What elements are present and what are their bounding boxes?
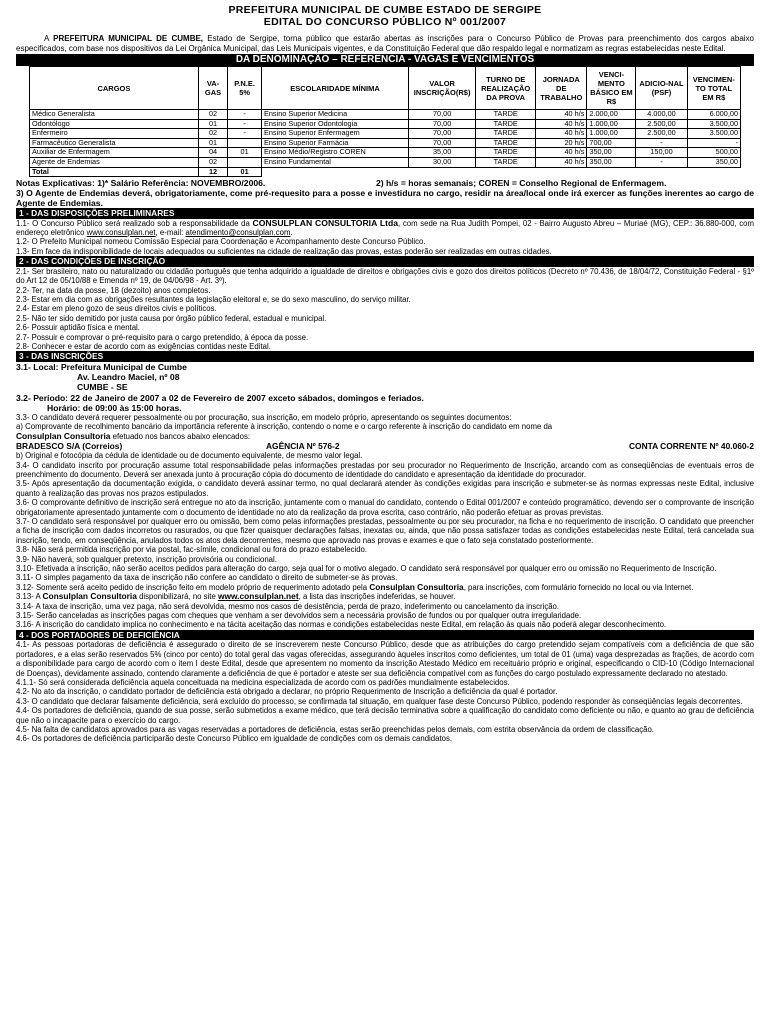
column-header: VENCI-MENTO BÁSICO EM R$ bbox=[587, 67, 636, 110]
section-2-items bbox=[16, 267, 754, 352]
item-3-13: 3.13- A Consulplan Consultoria disponibilizará, no site www.consulplan.net, a lista das inscrições indeferidas, se houver. bbox=[16, 591, 456, 602]
table-cell: 350,00 bbox=[587, 157, 636, 167]
item-3-4: 3.4- O candidato inscrito por procuração assume total responsabilidade pelas informações prestadas por seu procurador no Requerimento de Inscrição, arcando com as conseqüências de eventuais erros de preenchimento do documento. Deverá ser anexada junto à procuração cópia do documento de identidade do candidato e apresentação da identidade do procurador. bbox=[16, 460, 754, 479]
column-header: TURNO DE REALIZAÇÃO DA PROVA bbox=[476, 67, 536, 110]
explanatory-notes bbox=[16, 178, 754, 208]
inscription-hours: Horário: de 09:00 às 15:00 horas. bbox=[47, 402, 182, 413]
table-cell: - bbox=[636, 138, 687, 148]
bank-info bbox=[16, 441, 754, 451]
item-3-3: 3.3- O candidato deverá requerer pessoalmente ou por procuração, sua inscrição, em modelo próprio, apresentando os seguintes documentos: bbox=[16, 412, 512, 422]
item-1-2: 1.2- O Prefeito Municipal nomeou Comissão Especial para Coordenação e Acompanhamento deste Concurso Público. bbox=[16, 237, 426, 247]
table-cell: Odontólogo bbox=[30, 119, 199, 129]
table-cell: 70,00 bbox=[409, 119, 476, 129]
item-3-12: 3.12- Somente será aceito pedido de inscrição feito em modelo próprio de requerimento adotado pela Consulplan Consultoria, para inscrições, com formulário fornecido no local ou via Internet. bbox=[16, 581, 694, 592]
table-cell: Ensino Fundamental bbox=[262, 157, 409, 167]
table-cell: Auxiliar de Enfermagem bbox=[30, 148, 199, 158]
note-2: 2) h/s = horas semanais; COREN = Conselho Regional de Enfermagem. bbox=[376, 178, 667, 189]
table-total-row bbox=[30, 167, 741, 177]
table-cell: 700,00 bbox=[587, 138, 636, 148]
table-total-cell: Total bbox=[30, 167, 199, 177]
table-cell: Agente de Endemias bbox=[30, 157, 199, 167]
table-cell: Ensino Superior Odontologia bbox=[262, 119, 409, 129]
item-4-6: 4.6- Os portadores de deficiência participarão deste Concurso Público em igualdade de condições com os demais candidatos. bbox=[16, 734, 453, 744]
table-cell: 02 bbox=[198, 129, 227, 139]
table-cell: TARDE bbox=[476, 148, 536, 158]
table-row bbox=[30, 110, 741, 120]
table-row bbox=[30, 129, 741, 139]
section-2-item: 2.3- Estar em dia com as obrigações resultantes da legislação eleitoral e, se do sexo masculino, do serviço militar. bbox=[16, 295, 411, 304]
item-3-6: 3.6- O comprovante definitivo de inscrição será entregue no ato da inscrição, juntamente com o manual do candidato, contendo o Edital 001/2007 e conteúdo programático, devendo ser o comprovante de inscrição obrigatoriamente apresentado juntamente com o documento de identidade no ato da realização da prova escrita, caso contrário, não poderão efetuar as provas previstas. bbox=[16, 498, 754, 517]
section-2-item: 2.1- Ser brasileiro, nato ou naturalizado ou cidadão português que tenha adquirido a igualdade de direitos e obrigações civis e gozo dos direitos políticos (Decreto nº 70.436, de 18/04/72, Constituição Federal - §1º do Art 12 de 05/10/88 e Emenda nº 19, de 04/06/98 - Art. 3º). bbox=[16, 266, 754, 286]
table-cell: Farmacêutico Generalista bbox=[30, 138, 199, 148]
section-1-header: 1 - DAS DISPOSIÇÕES PRELIMINARES bbox=[16, 208, 754, 219]
item-4-3: 4.3- O candidato que declarar falsamente deficiência, será excluído do processo, se confirmada tal situação, em qualquer fase deste Concurso Público, podendo responder às conseqüências legais decorrentes. bbox=[16, 696, 743, 706]
table-cell: Médico Generalista bbox=[30, 110, 199, 120]
table-cell: 40 h/s bbox=[536, 129, 587, 139]
item-3-7: 3.7- O candidato será responsável por qualquer erro ou omissão, bem como pelas informações prestadas, pessoalmente ou por seu procurador, na ficha e no requerimento de inscrição. O candidato que preencher a ficha de inscrição com dados incorretos ou rasurados, ou que fizer quaisquer declarações falsas, inexatas ou, ainda, que não possa satisfazer todas as condições estabelecidas neste Edital, terá cancelada sua inscrição, tendo, em conseqüência, anulados todos os atos dela decorrentes, mesmo que aprovado nas provas e exames e que o fato seja constatado posteriormente. bbox=[16, 517, 754, 545]
item-4-4: 4.4- Os portadores de deficiência, quando de sua posse, serão submetidos a exame médico, que terá decisão terminativa sobre a qualificação do candidato como deficiente ou não, e quanto ao grau de deficiência que não o incapacite para o exercício do cargo. bbox=[16, 706, 754, 725]
table-cell: Ensino Superior Enfermagem bbox=[262, 129, 409, 139]
table-cell: 40 h/s bbox=[536, 157, 587, 167]
item-3-3-b: b) Original e fotocópia da cédula de identidade ou de documento equivalente, de mesmo valor legal. bbox=[16, 451, 363, 461]
table-cell: 70,00 bbox=[409, 129, 476, 139]
item-4-2: 4.2- No ato da inscrição, o candidato portador de deficiência está obrigado a declarar, no próprio Requerimento de Inscrição a deficiência da qual é portador. bbox=[16, 687, 558, 697]
section-2-item: 2.7- Possuir e comprovar o pré-requisito para o cargo pretendido, à época da posse. bbox=[16, 332, 309, 342]
table-cell: 40 h/s bbox=[536, 148, 587, 158]
table-cell: 350,00 bbox=[687, 157, 740, 167]
item-1-1: 1.1- O Concurso Público será realizado sob a responsabilidade da CONSULPLAN CONSULTORIA Ltda, com sede na Rua Judith Pompei, 02 - Bairro Augusto Abreu – Muriaé (MG), CEP.: 36.880-000, com endereço eletrônico www.consulplan.net, e-mail: atendimento@consulplan.com. bbox=[16, 217, 754, 238]
section-2-item: 2.6- Possuir aptidão física e mental. bbox=[16, 323, 140, 333]
table-row bbox=[30, 119, 741, 129]
section-2-item: 2.4- Estar em pleno gozo de seus direitos civis e políticos. bbox=[16, 304, 217, 314]
item-3-8: 3.8- Não será permitida inscrição por via postal, fac-símile, condicional ou fora do prazo estabelecido. bbox=[16, 545, 368, 555]
bank-agency: AGÊNCIA Nº 576-2 bbox=[266, 441, 340, 452]
table-section-header: DA DENOMINAÇÃO – REFERÊNCIA - VAGAS E VENCIMENTOS bbox=[16, 54, 754, 66]
item-3-9: 3.9- Não haverá, sob qualquer pretexto, inscrição provisória ou condicional. bbox=[16, 554, 277, 564]
item-3-15: 3.15- Serão canceladas as inscrições pagas com cheques que venham a ser devolvidos sem a necessária provisão de fundos ou por qualquer outra irregularidade. bbox=[16, 611, 582, 621]
table-cell: 2.000,00 bbox=[587, 110, 636, 120]
table-cell: 70,00 bbox=[409, 110, 476, 120]
table-cell: 01 bbox=[198, 119, 227, 129]
table-cell: 2.500,00 bbox=[636, 129, 687, 139]
table-cell: - bbox=[687, 138, 740, 148]
table-cell: 01 bbox=[228, 148, 262, 158]
column-header: P.N.E. 5% bbox=[228, 67, 262, 110]
column-header: VALOR INSCRIÇÃO(R$) bbox=[409, 67, 476, 110]
section-2-header: 2 - DAS CONDIÇÕES DE INSCRIÇÃO bbox=[16, 256, 754, 267]
table-cell: 70,00 bbox=[409, 138, 476, 148]
table-total-cell: 01 bbox=[228, 167, 262, 177]
table-cell: 40 h/s bbox=[536, 110, 587, 120]
section-3-header: 3 - DAS INSCRIÇÕES bbox=[16, 351, 754, 362]
table-cell: TARDE bbox=[476, 138, 536, 148]
edital-page bbox=[16, 0, 754, 744]
email-link[interactable]: atendimento@consulplan.com bbox=[185, 228, 291, 238]
table-cell: Ensino Superior Medicina bbox=[262, 110, 409, 120]
vagas-table bbox=[29, 66, 741, 177]
table-cell: - bbox=[636, 157, 687, 167]
item-4-1: 4.1- As pessoas portadoras de deficiência é assegurado o direito de se inscreverem neste Concurso Público, desde que as atribuições do cargo pretendido sejam compatíveis com a deficiência de que são portadores, e a elas serão reservados 5% (cinco por cento) do total geral das vagas oferecidas, assegurando àqueles inscritos como deficientes, um total de 01 (uma) vaga desprezadas as frações, de acordo com a disponibilidade para cargo de acordo com o item I deste Edital, desde que apresentem no momento da inscrição Atestado Médico em receituário próprio e original, especificando o CID-10 (Código Internacional de Doenças), devidamente assinado, contendo claramente a deficiência de que é portador e ateste ser sua deficiência compatível com as funções do cargo postulado expressamente declarado no atestado. bbox=[16, 640, 754, 678]
table-cell: 2.500,00 bbox=[636, 119, 687, 129]
item-3-10: 3.10- Efetivada a inscrição, não serão aceitos pedidos para alteração do cargo, seja qual for o motivo alegado. O candidato será responsável por qualquer erro ou omissão no Requerimento de Inscrição. bbox=[16, 564, 717, 574]
column-header: JORNADA DE TRABALHO bbox=[536, 67, 587, 110]
table-cell: Ensino Superior Farmácia bbox=[262, 138, 409, 148]
section-2-item: 2.2- Ter, na data da posse, 18 (dezoito) anos completos. bbox=[16, 285, 211, 295]
table-cell: 40 h/s bbox=[536, 119, 587, 129]
bank-name: BRADESCO S/A (Correios) bbox=[16, 441, 123, 452]
table-cell: 02 bbox=[198, 157, 227, 167]
item-3-11: 3.11- O simples pagamento da taxa de inscrição não confere ao candidato o direito de submeter-se às provas. bbox=[16, 573, 398, 583]
table-cell: 4.000,00 bbox=[636, 110, 687, 120]
table-cell: 35,00 bbox=[409, 148, 476, 158]
table-total-cell: 12 bbox=[198, 167, 227, 177]
column-header: VA-GAS bbox=[198, 67, 227, 110]
table-cell: TARDE bbox=[476, 110, 536, 120]
table-cell: 1.000,00 bbox=[587, 119, 636, 129]
item-4-1-1: 4.1.1- Só será considerada deficiência aquela conceituada na medicina especializada de acordo com os padrões mundialmente estabelecidos. bbox=[16, 678, 510, 688]
document-title: PREFEITURA MUNICIPAL DE CUMBE ESTADO DE SERGIPE bbox=[228, 4, 542, 16]
inscription-location: 3.1- Local: Prefeitura Municipal de Cumbe Av. Leandro Maciel, nº 08 CUMBE - SE bbox=[16, 361, 187, 393]
table-cell: 6.000,00 bbox=[687, 110, 740, 120]
item-3-5: 3.5- Após apresentação da documentação exigida, o candidato deverá assinar termo, no qual declarará atender às condições exigidas para inscrição e submeter-se às normas expressas neste Edital, inclusive quanto à realização das provas nos prazos estipulados. bbox=[16, 479, 754, 498]
table-cell: 500,00 bbox=[687, 148, 740, 158]
table-cell: 02 bbox=[198, 110, 227, 120]
table-cell: 1.000,00 bbox=[587, 129, 636, 139]
document-subtitle: EDITAL DO CONCURSO PÚBLICO Nº 001/2007 bbox=[263, 16, 507, 28]
item-3-14: 3.14- A taxa de inscrição, uma vez paga, não será devolvida, mesmo nos casos de desistência, perda de prazo, indeferimento ou cancelamento da inscrição. bbox=[16, 601, 560, 611]
table-cell: - bbox=[228, 129, 262, 139]
table-cell: 04 bbox=[198, 148, 227, 158]
table-cell: TARDE bbox=[476, 129, 536, 139]
item-3-16: 3.16- A inscrição do candidato implica no conhecimento e na tácita aceitação das normas e condições estabelecidas neste Edital, em relação às quais não poderá alegar desconhecimento. bbox=[16, 620, 667, 630]
table-cell: - bbox=[228, 110, 262, 120]
table-row bbox=[30, 138, 741, 148]
column-header: CARGOS bbox=[30, 67, 199, 110]
table-cell: 01 bbox=[198, 138, 227, 148]
section-2-item: 2.5- Não ter sido demitido por justa causa por órgão público federal, estadual e municipal. bbox=[16, 313, 327, 323]
item-3-3-a: a) Comprovante de recolhimento bancário da importância referente à inscrição, contendo o nome e o cargo referente à inscrição do candidato em nome da Consulplan Consultoria efetuado nos bancos abaixo elencados: bbox=[16, 422, 553, 441]
table-cell: 3.500,00 bbox=[687, 119, 740, 129]
table-row bbox=[30, 148, 741, 158]
item-4-5: 4.5- Na falta de candidatos aprovados para as vagas reservadas a portadores de deficiência, estas serão preenchidas pelos demais, com estrita observância da ordem de classificação. bbox=[16, 725, 654, 735]
table-header-row bbox=[30, 67, 741, 110]
table-cell: 350,00 bbox=[587, 148, 636, 158]
table-cell: - bbox=[228, 119, 262, 129]
bank-account: CONTA CORRENTE Nº 40.060-2 bbox=[629, 441, 754, 452]
table-cell: 30,00 bbox=[409, 157, 476, 167]
site-link[interactable]: www.consulplan.net bbox=[217, 591, 299, 602]
table-row bbox=[30, 157, 741, 167]
table-cell: 20 h/s bbox=[536, 138, 587, 148]
note-3: 3) O Agente de Endemias deverá, obrigatoriamente, come pré-requesito para a posse e investidura no cargo, residir na área/local onde irá exercer as funções inerentes ao cargo de Agente de Endemias. bbox=[16, 188, 754, 209]
column-header: ADICIO-NAL (PSF) bbox=[636, 67, 687, 110]
inscription-period: 3.2- Período: 22 de Janeiro de 2007 a 02 de Fevereiro de 2007 exceto sábados, domingos e feriados. bbox=[16, 392, 424, 403]
section-2-item: 2.8- Conhecer e estar de acordo com as exigências contidas neste Edital. bbox=[16, 342, 271, 352]
item-1-3: 1.3- Em face da indisponibilidade de locais adequados ou suficientes na cidade de realização das provas, estas poderão ser realizadas em outras cidades. bbox=[16, 246, 552, 256]
table-cell: Ensino Médio/Registro COREN bbox=[262, 148, 409, 158]
column-header: ESCOLARIDADE MÍNIMA bbox=[262, 67, 409, 110]
table-cell: 150,00 bbox=[636, 148, 687, 158]
intro-paragraph: A PREFEITURA MUNICIPAL DE CUMBE, Estado de Sergipe, torna público que estarão abertas as inscrições para o Concurso Público de Provas para preenchimento dos cargos abaixo especificados, com base nos dispositivos da Lei Orgânica Municipal, das Leis Municipais vigentes, e da Constituição Federal que dão respaldo legal e normatizam as regras estabelecidas neste Edital. bbox=[16, 34, 755, 53]
table-cell: TARDE bbox=[476, 119, 536, 129]
table-cell: 3.500,00 bbox=[687, 129, 740, 139]
table-cell bbox=[228, 157, 262, 167]
table-cell: Enfermeiro bbox=[30, 129, 199, 139]
table-cell: TARDE bbox=[476, 157, 536, 167]
table-body bbox=[30, 110, 741, 177]
column-header: VENCIMEN-TO TOTAL EM R$ bbox=[687, 67, 740, 110]
note-1: Notas Explicativas: 1)* Salário Referência: NOVEMBRO/2006. bbox=[16, 178, 266, 189]
website-link[interactable]: www.consulplan.net bbox=[86, 228, 156, 238]
section-4-header: 4 - DOS PORTADORES DE DEFICIÊNCIA bbox=[16, 630, 754, 641]
